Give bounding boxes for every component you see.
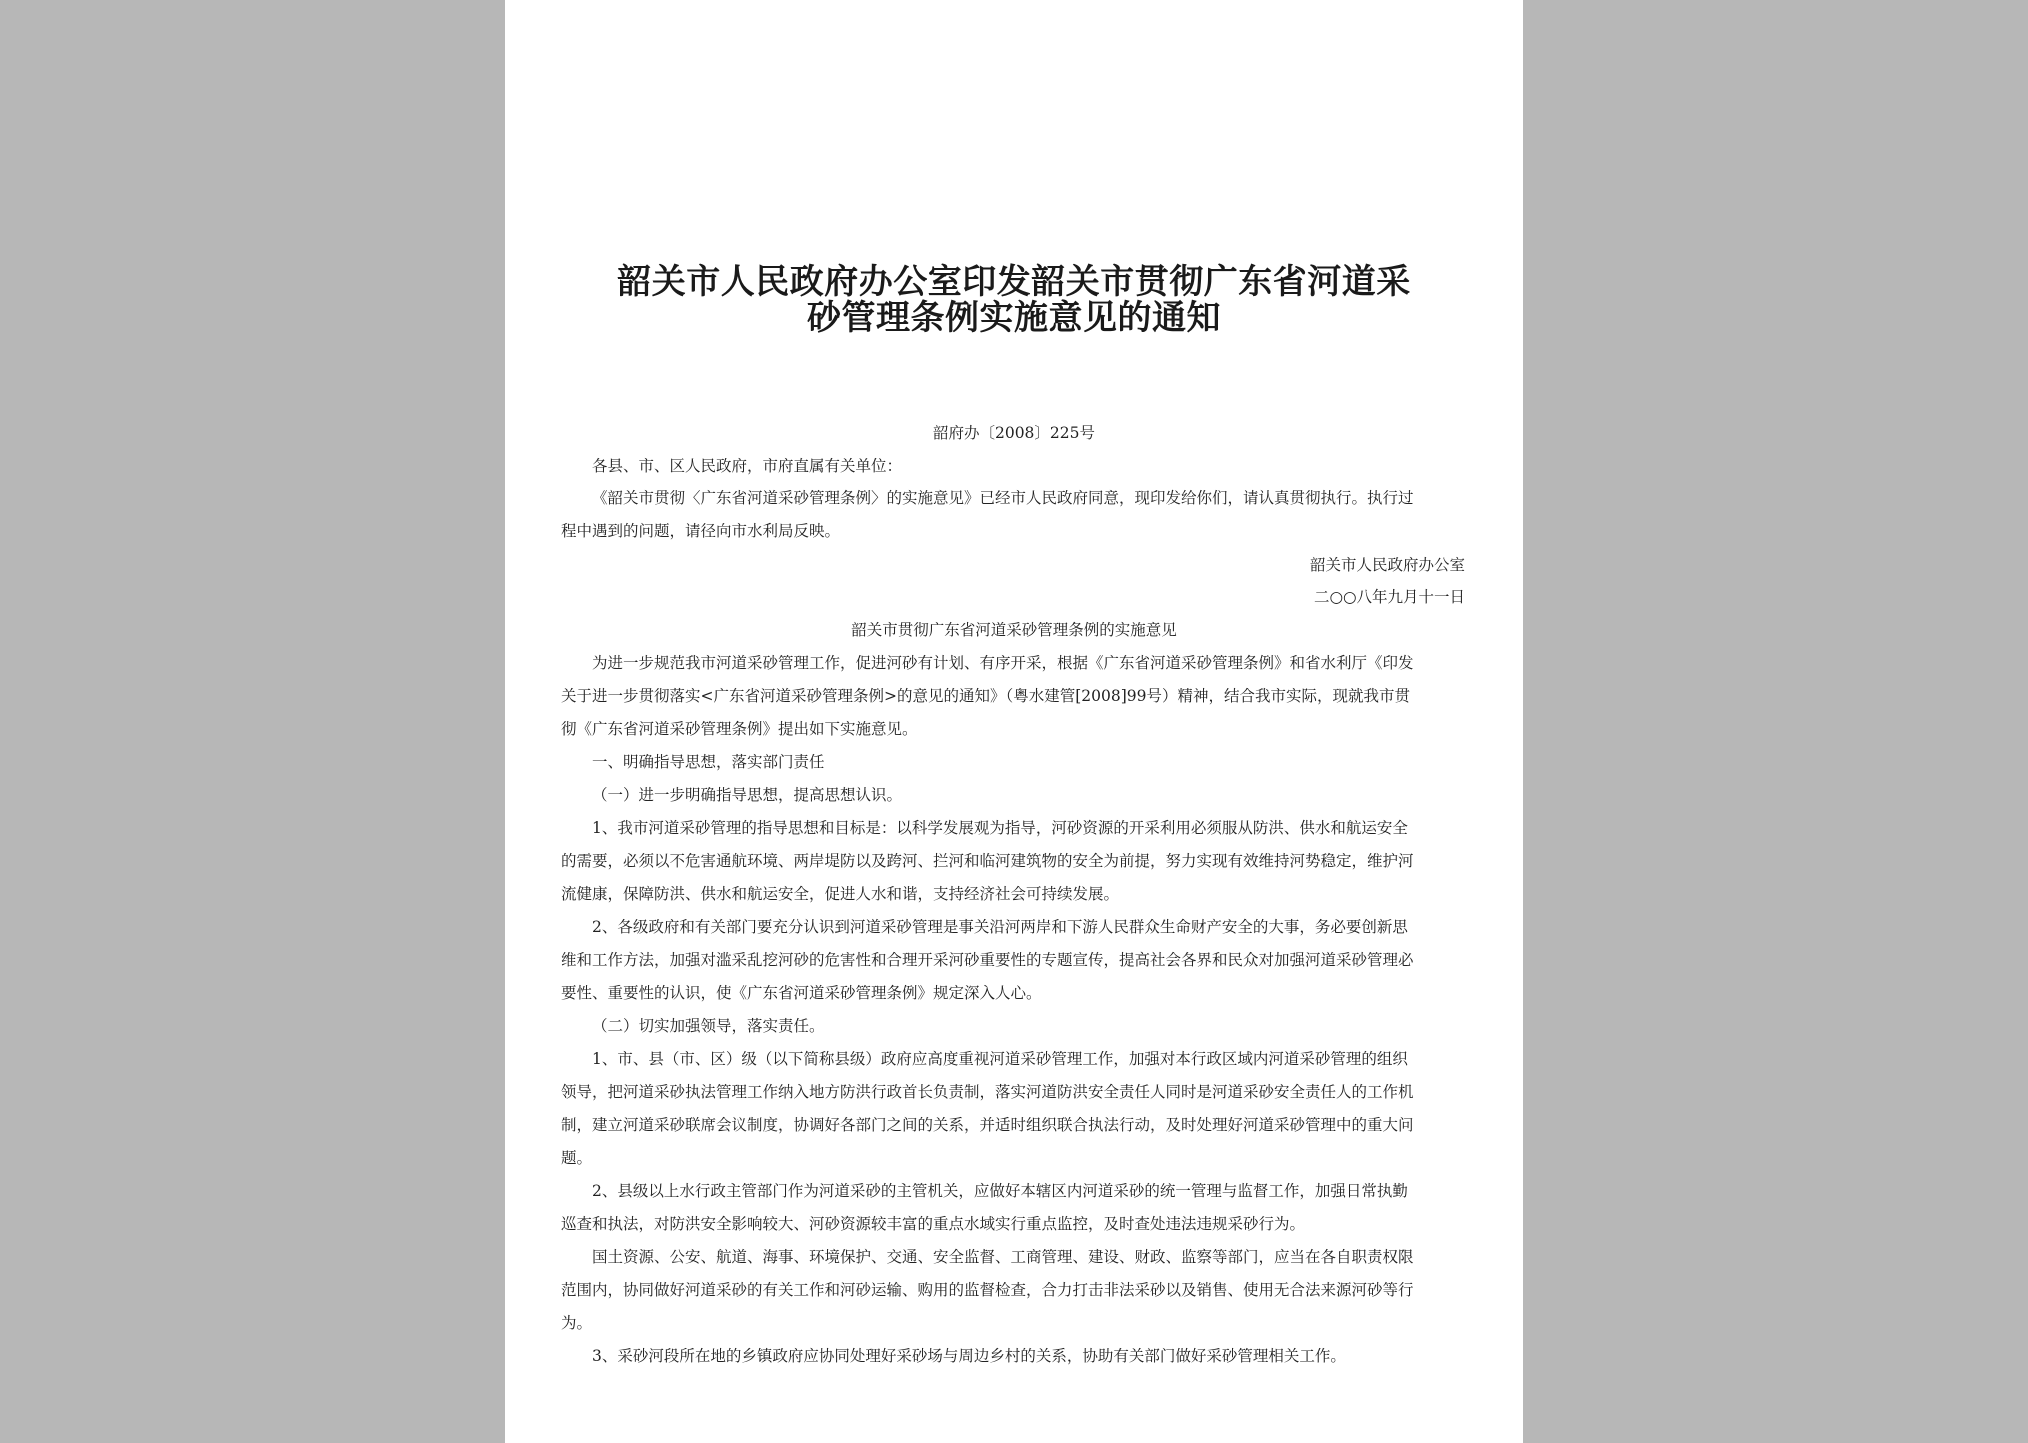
paragraph-line: 流健康，保障防洪、供水和航运安全，促进人水和谐，支持经济社会可持续发展。: [561, 885, 1120, 903]
paragraph-line: 的需要，必须以不危害通航环境、两岸堤防以及跨河、拦河和临河建筑物的安全为前提，努力实现有效维持河势稳定，维护河: [561, 852, 1414, 870]
intro-line: 为进一步规范我市河道采砂管理工作，促进河砂有计划、有序开采，根据《广东省河道采砂管理条例》和省水利厅《印发: [592, 654, 1414, 672]
paragraph-line: 3、采砂河段所在地的乡镇政府应协同处理好采砂场与周边乡村的关系，协助有关部门做好采砂管理相关工作。: [592, 1347, 1346, 1365]
signature-organization: 韶关市人民政府办公室: [1309, 556, 1465, 574]
document-number: 韶府办〔2008〕225号: [932, 424, 1096, 442]
paragraph-line: 制，建立河道采砂联席会议制度，协调好各部门之间的关系，并适时组织联合执法行动，及时处理好河道采砂管理中的重大问: [561, 1116, 1414, 1134]
intro-line: 彻《广东省河道采砂管理条例》提出如下实施意见。: [561, 720, 918, 738]
attachment-title: 韶关市贯彻广东省河道采砂管理条例的实施意见: [851, 621, 1177, 639]
paragraph-line: 2、县级以上水行政主管部门作为河道采砂的主管机关，应做好本辖区内河道采砂的统一管理与监督工作，加强日常执勤: [592, 1182, 1408, 1200]
paragraph-line: 维和工作方法，加强对滥采乱挖河砂的危害性和合理开采河砂重要性的专题宣传，提高社会各界和民众对加强河道采砂管理必: [561, 951, 1414, 969]
paragraph-line: 1、市、县（市、区）级（以下简称县级）政府应高度重视河道采砂管理工作，加强对本行政区域内河道采砂管理的组织: [592, 1050, 1408, 1068]
document-title-line-1: 韶关市人民政府办公室印发韶关市贯彻广东省河道采: [617, 262, 1411, 302]
paragraph-line: 为。: [561, 1314, 593, 1332]
paragraph-line: 国土资源、公安、航道、海事、环境保护、交通、安全监督、工商管理、建设、财政、监察等部门，应当在各自职责权限: [592, 1248, 1414, 1266]
body-paragraph-line: 《韶关市贯彻〈广东省河道采砂管理条例〉的实施意见》已经市人民政府同意，现印发给你们，请认真贯彻执行。执行过: [592, 489, 1414, 507]
paragraph-line: 巡查和执法，对防洪安全影响较大、河砂资源较丰富的重点水域实行重点监控，及时查处违法违规采砂行为。: [561, 1215, 1306, 1233]
addressee: 各县、市、区人民政府，市府直属有关单位：: [592, 457, 903, 475]
document-title-line-2: 砂管理条例实施意见的通知: [807, 298, 1221, 338]
subsection-heading: （一）进一步明确指导思想，提高思想认识。: [592, 786, 903, 804]
document-page: [505, 0, 1523, 1443]
paragraph-line: 题。: [561, 1149, 593, 1167]
paragraph-line: 范围内，协同做好河道采砂的有关工作和河砂运输、购用的监督检查，合力打击非法采砂以及销售、使用无合法来源河砂等行: [561, 1281, 1414, 1299]
body-paragraph-line: 程中遇到的问题，请径向市水利局反映。: [561, 522, 841, 540]
subsection-heading: （二）切实加强领导，落实责任。: [592, 1017, 825, 1035]
section-heading: 一、明确指导思想，落实部门责任: [592, 753, 825, 771]
paragraph-line: 1、我市河道采砂管理的指导思想和目标是：以科学发展观为指导，河砂资源的开采利用必须服从防洪、供水和航运安全: [592, 819, 1408, 837]
paragraph-line: 2、各级政府和有关部门要充分认识到河道采砂管理是事关沿河两岸和下游人民群众生命财产安全的大事，务必要创新思: [592, 918, 1408, 936]
paragraph-line: 要性、重要性的认识，使《广东省河道采砂管理条例》规定深入人心。: [561, 984, 1042, 1002]
paragraph-line: 领导，把河道采砂执法管理工作纳入地方防洪行政首长负责制，落实河道防洪安全责任人同时是河道采砂安全责任人的工作机: [561, 1083, 1414, 1101]
intro-line: 关于进一步贯彻落实<广东省河道采砂管理条例>的意见的通知》（粤水建管[2008]99号）精神，结合我市实际，现就我市贯: [561, 687, 1410, 705]
signature-date: 二○○八年九月十一日: [1313, 588, 1465, 606]
